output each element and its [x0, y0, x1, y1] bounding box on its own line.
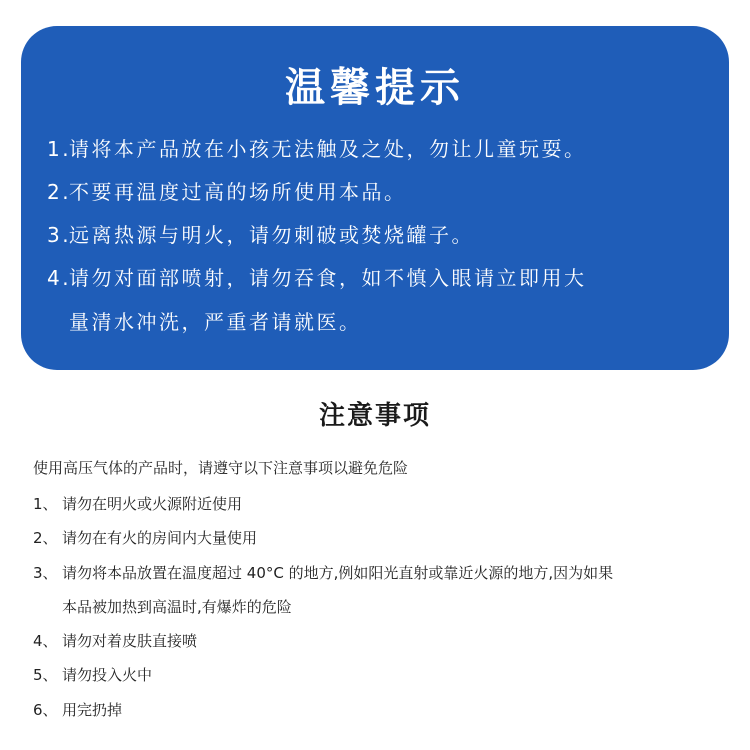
tip-number: 1.: [47, 137, 72, 161]
tip-item-4-continuation: 量清水冲洗，严重者请就医。: [69, 310, 362, 334]
tip-item-3: [47, 221, 474, 249]
note-item-3-continuation: 本品被加热到高温时,有爆炸的危险: [62, 598, 292, 616]
tip-item-1: [47, 135, 587, 163]
note-item-3: [33, 562, 613, 584]
tips-card: [21, 26, 729, 370]
notes-intro: 使用高压气体的产品时，请遵守以下注意事项以避免危险: [33, 459, 409, 477]
note-text: 请勿投入火中: [62, 666, 153, 684]
note-number: 2、: [33, 529, 58, 547]
tip-number: 4.: [47, 266, 72, 290]
note-number: 4、: [33, 632, 58, 650]
note-text: 用完扔掉: [62, 701, 123, 719]
tip-item-4: [47, 264, 587, 292]
notes-title: 注意事项: [318, 401, 431, 431]
note-item-6: [33, 699, 122, 721]
note-text: 请勿在有火的房间内大量使用: [62, 529, 258, 547]
note-item-2: [33, 527, 257, 549]
note-number: 6、: [33, 701, 58, 719]
note-item-1: [33, 493, 242, 515]
note-text: 请勿将本品放置在温度超过 40°C 的地方,例如阳光直射或靠近火源的地方,因为如果: [62, 564, 614, 582]
note-text: 请勿在明火或火源附近使用: [62, 495, 243, 513]
note-number: 1、: [33, 495, 58, 513]
tip-text: 请勿对面部喷射，请勿吞食，如不慎入眼请立即用大: [69, 266, 587, 290]
tip-number: 2.: [47, 180, 72, 204]
note-item-4: [33, 630, 197, 652]
tip-item-2: [47, 178, 407, 206]
note-number: 5、: [33, 666, 58, 684]
tip-number: 3.: [47, 223, 72, 247]
note-number: 3、: [33, 564, 58, 582]
note-item-5: [33, 664, 152, 686]
tip-text: 远离热源与明火，请勿刺破或焚烧罐子。: [69, 223, 474, 247]
tips-title: 温馨提示: [285, 65, 465, 111]
tip-text: 不要再温度过高的场所使用本品。: [69, 180, 407, 204]
note-text: 请勿对着皮肤直接喷: [62, 632, 198, 650]
tip-text: 请将本产品放在小孩无法触及之处，勿让儿童玩耍。: [69, 137, 587, 161]
